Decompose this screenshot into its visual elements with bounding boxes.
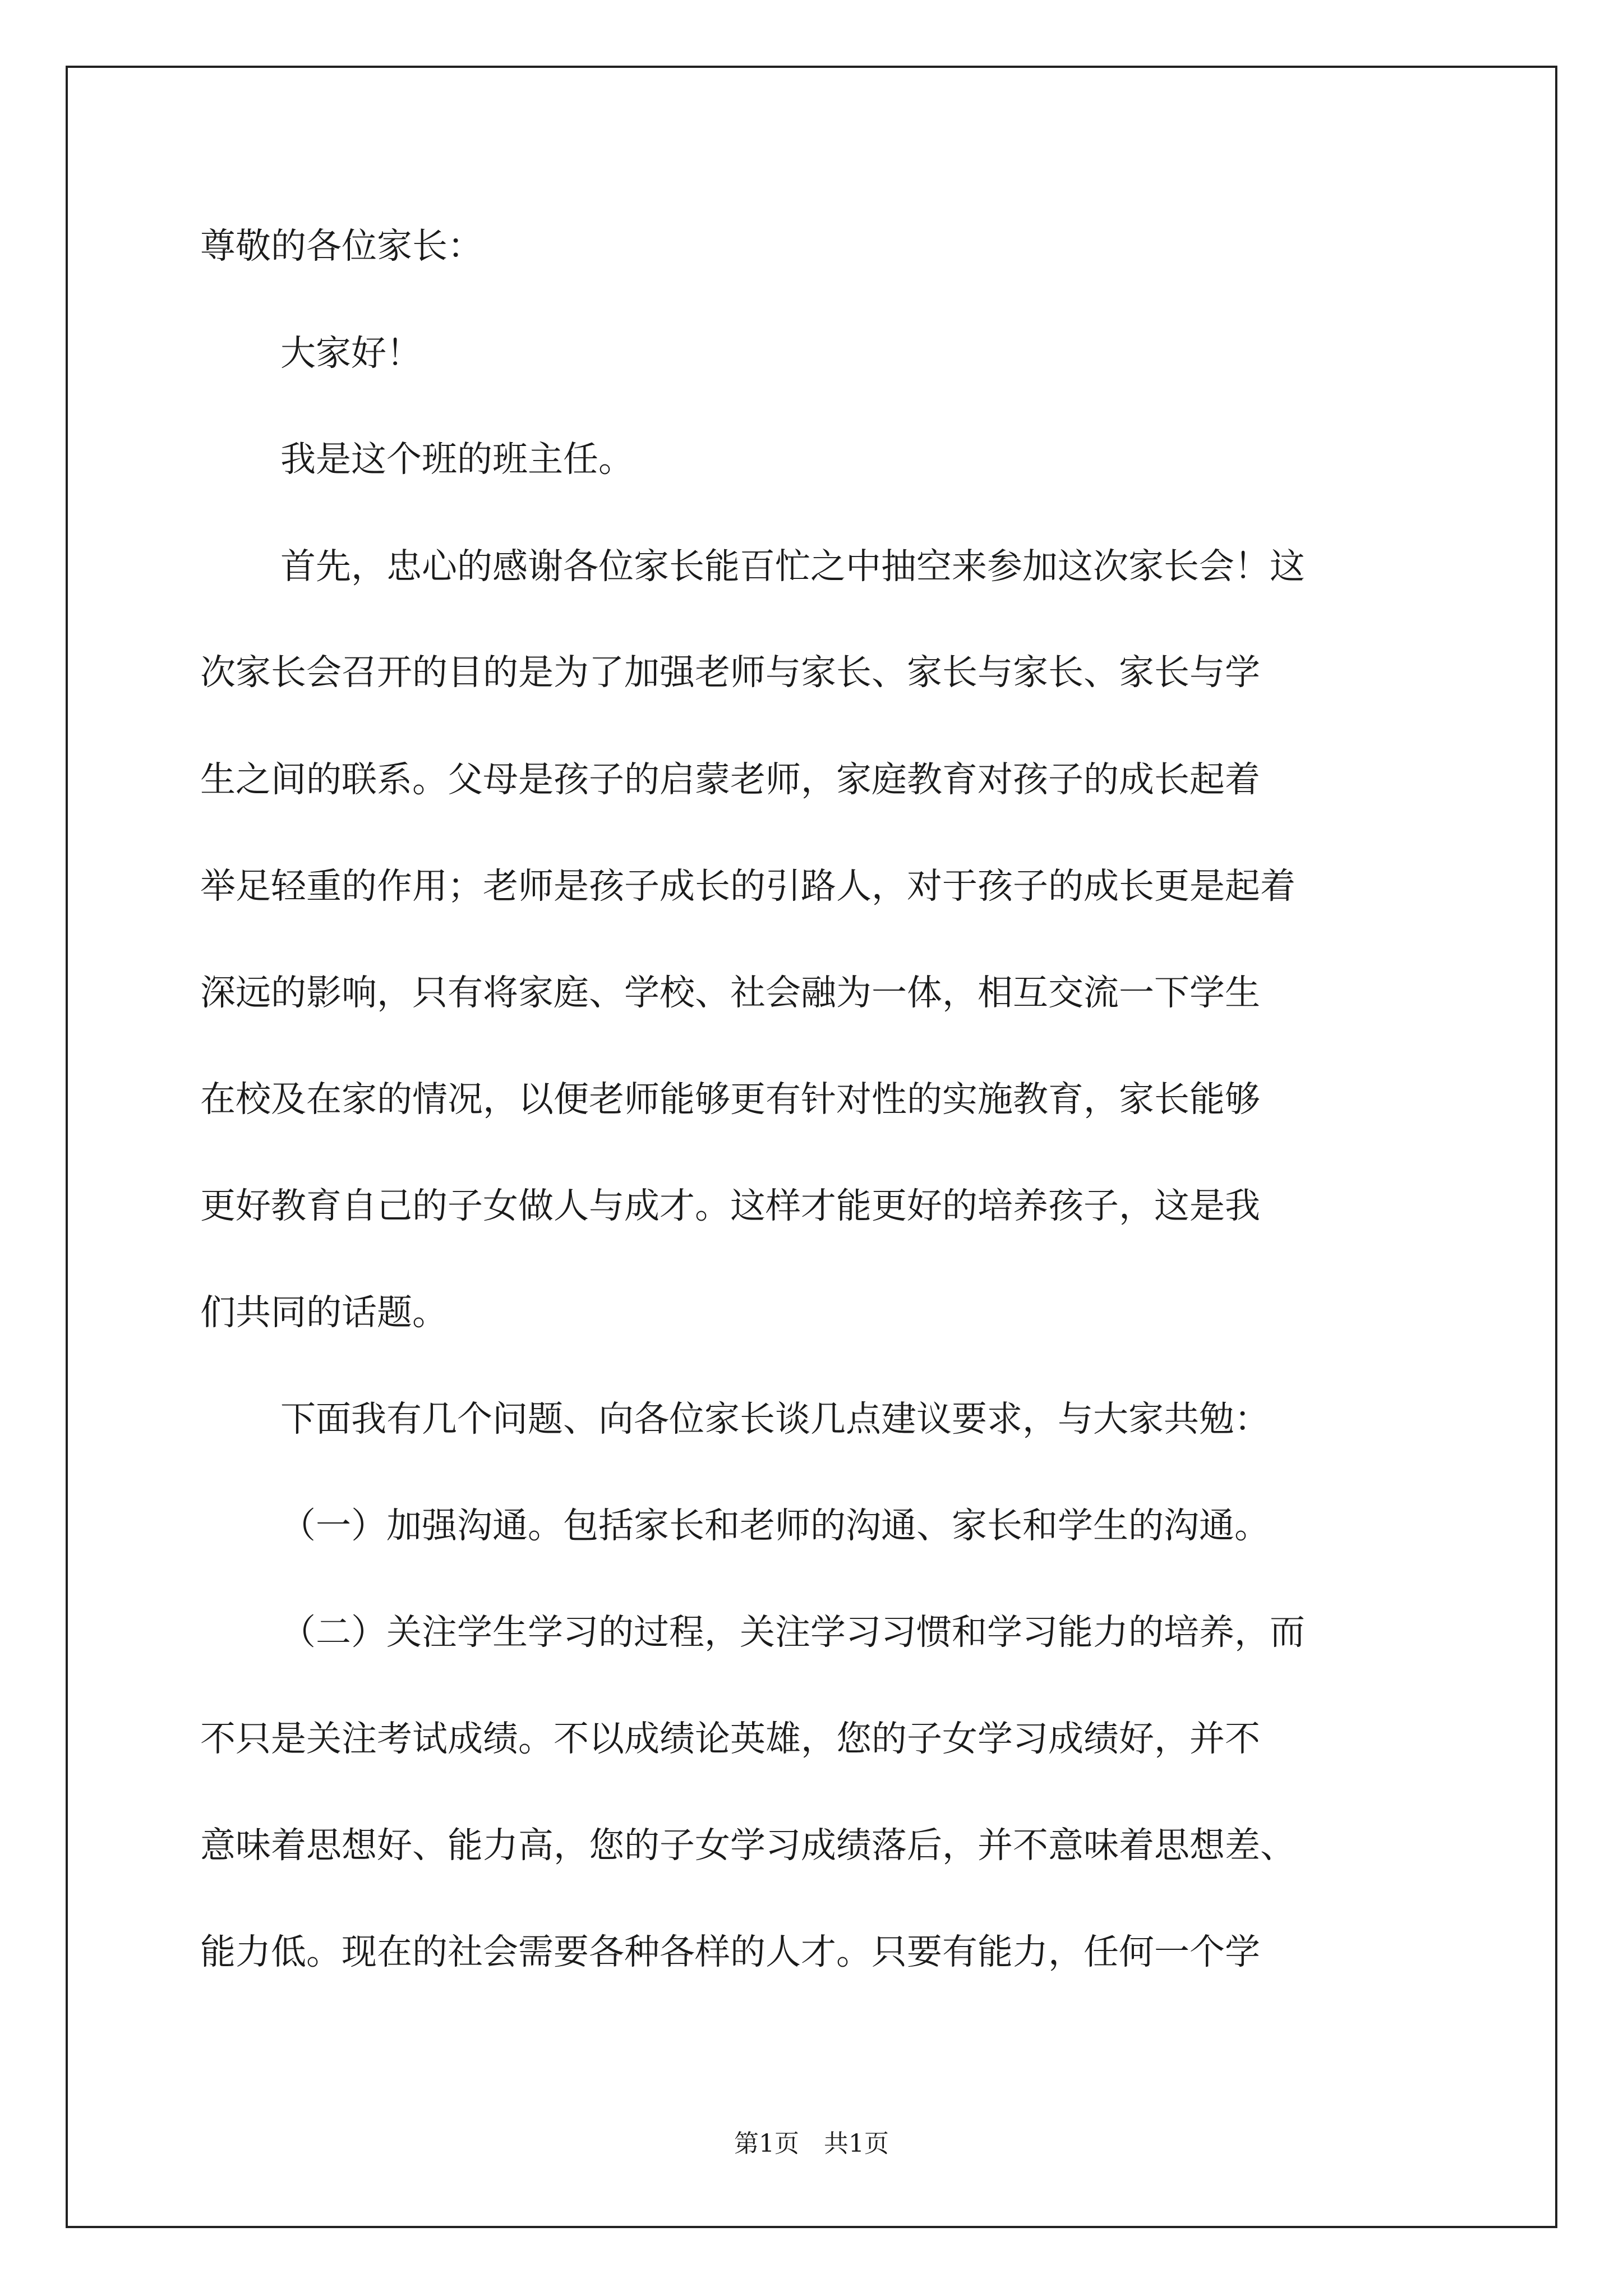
greeting-line: 大家好！ — [280, 333, 422, 374]
body-line: 不只是关注考试成绩。不以成绩论英雄，您的子女学习成绩好，并不 — [200, 1718, 1260, 1759]
body-line: 生之间的联系。父母是孩子的启蒙老师，家庭教育对孩子的成长起着 — [200, 759, 1260, 800]
page-footer: 第1页 共1页 — [734, 2129, 889, 2158]
body-line: 举足轻重的作用；老师是孩子成长的引路人，对于孩子的成长更是起着 — [200, 866, 1295, 907]
body-line: 意味着思想好、能力高，您的子女学习成绩落后，并不意味着思想差、 — [200, 1825, 1295, 1866]
page-frame — [66, 66, 1557, 2228]
body-line: 下面我有几个问题、向各位家长谈几点建议要求，与大家共勉： — [280, 1398, 1270, 1439]
list-item-1: （一）加强沟通。包括家长和老师的沟通、家长和学生的沟通。 — [280, 1505, 1270, 1546]
body-line: 次家长会召开的目的是为了加强老师与家长、家长与家长、家长与学 — [200, 652, 1260, 693]
body-line: 深远的影响，只有将家庭、学校、社会融为一体，相互交流一下学生 — [200, 972, 1260, 1013]
body-line: 更好教育自己的子女做人与成才。这样才能更好的培养孩子，这是我 — [200, 1185, 1260, 1226]
body-line: 能力低。现在的社会需要各种各样的人才。只要有能力，任何一个学 — [200, 1931, 1260, 1972]
intro-line: 我是这个班的班主任。 — [280, 439, 634, 480]
salutation-line: 尊敬的各位家长： — [200, 226, 483, 266]
body-line: 首先，忠心的感谢各位家长能百忙之中抽空来参加这次家长会！这 — [280, 546, 1305, 587]
body-line: 在校及在家的情况，以便老师能够更有针对性的实施教育，家长能够 — [200, 1079, 1260, 1120]
list-item-2: （二）关注学生学习的过程，关注学习习惯和学习能力的培养，而 — [280, 1612, 1305, 1653]
body-line: 们共同的话题。 — [200, 1292, 448, 1333]
